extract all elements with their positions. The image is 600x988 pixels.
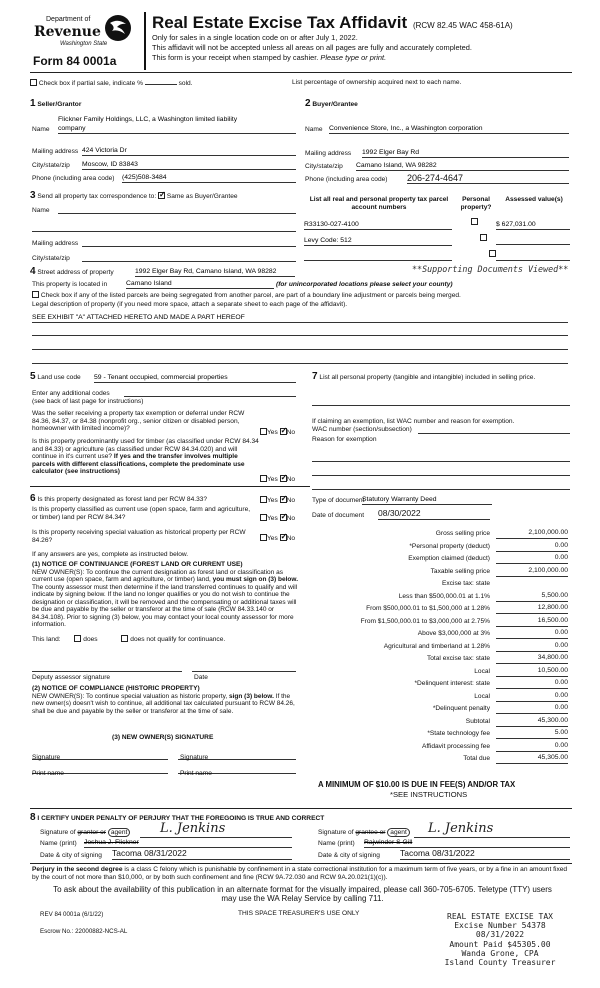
s6-q1-yes-checkbox[interactable] bbox=[260, 496, 267, 503]
does-not-label: does not qualify for continuance. bbox=[130, 636, 226, 643]
additional-codes-label: Enter any additional codes bbox=[32, 390, 110, 397]
yes-label: Yes bbox=[267, 476, 278, 483]
s6-q2: Is this property classified as current use (open space, farm and agriculture, or timber) land per RCW 84.34? bbox=[32, 506, 251, 521]
print-name-label-1: Print name bbox=[32, 770, 64, 777]
perjury-text: is a class C felony which is punishable by confinement in a state correctional institution for a maximum term of five years, or by a fine in an amount fixed by the court of not more than $10,000, or by both such confinement and fine (RCW 9A.72.030 and RCW 9A.20.021(1)(c)). bbox=[32, 866, 568, 881]
parcel-col-header: List all real and personal property tax parcel account numbers bbox=[309, 196, 449, 211]
rule bbox=[30, 863, 572, 864]
dept-of-text: Department of bbox=[46, 16, 91, 23]
header-sub3b: Please type or print. bbox=[320, 53, 387, 62]
yes-label: Yes bbox=[267, 535, 278, 542]
tax-corr-name-field2[interactable] bbox=[32, 224, 296, 232]
legal-desc-label: Legal description of property (if you need more space, attach a separate sheet to each page of the affidavit). bbox=[32, 301, 348, 308]
tax-row-label: *Personal property (deduct) bbox=[409, 542, 490, 550]
section7-row bbox=[312, 371, 570, 383]
s5-q1-no-checkbox[interactable] bbox=[280, 428, 287, 435]
print-name-label-2: Print name bbox=[180, 770, 212, 777]
this-land-label: This land: bbox=[32, 636, 61, 643]
title-text: Real Estate Excise Tax Affidavit bbox=[152, 13, 408, 32]
reason-field-2[interactable] bbox=[312, 468, 570, 476]
section4-row bbox=[30, 266, 114, 278]
tax-row-value[interactable]: 10,500.00 bbox=[496, 667, 568, 677]
tax-row-label: Excise tax: state bbox=[441, 580, 490, 587]
grantee-signature[interactable]: L. Jenkins bbox=[414, 822, 570, 838]
rev-number: REV 84 0001a (6/1/22) bbox=[40, 911, 104, 918]
partial-sale-row bbox=[30, 78, 193, 88]
buyer-city-label: City/state/zip bbox=[305, 163, 343, 170]
seller-phone-field[interactable]: (425)508-3484 bbox=[122, 174, 296, 183]
sig-label-a: Signature of bbox=[40, 829, 78, 836]
tax-row-value[interactable]: 45,305.00 bbox=[496, 754, 568, 764]
s5-q2-answer bbox=[260, 475, 295, 484]
buyer-name-field[interactable]: Convenience Store, Inc., a Washington corporation bbox=[329, 125, 569, 134]
notice2-a: NEW OWNER(S): To continue special valuation as historic property, bbox=[32, 693, 229, 700]
tax-corr-name-label: Name bbox=[32, 207, 50, 214]
tax-row-value[interactable]: 0.00 bbox=[496, 679, 568, 689]
segregation-row bbox=[32, 291, 461, 300]
signature-label-2: Signature bbox=[180, 754, 209, 761]
segregation-checkbox[interactable] bbox=[32, 291, 39, 298]
tax-row bbox=[310, 591, 572, 603]
tax-row bbox=[310, 666, 572, 678]
notice2-title: (2) NOTICE OF COMPLIANCE (HISTORIC PROPERTY) bbox=[32, 685, 200, 692]
perjury-notice bbox=[32, 866, 572, 881]
located-in-label: This property is located in bbox=[32, 281, 108, 288]
tax-row-value[interactable]: 34,800.00 bbox=[496, 654, 568, 664]
s6-q2-no-checkbox[interactable] bbox=[280, 514, 287, 521]
yes-label: Yes bbox=[267, 515, 278, 522]
tax-row bbox=[310, 616, 572, 628]
s5-q2a: Is this property predominantly used for timber (as classified under RCW 84.34 and 84.33) or agriculture (as classified under RCW 84.34.020) and will continue in it's current use? bbox=[32, 438, 259, 461]
grantee-name-field[interactable] bbox=[364, 839, 570, 848]
supporting-docs-stamp: **Supporting Documents Viewed** bbox=[412, 264, 569, 274]
land-use-label: Land use code bbox=[37, 374, 81, 381]
revenue-text: Revenue bbox=[34, 24, 101, 40]
header-divider bbox=[144, 12, 146, 70]
grantee-date-field[interactable]: Tacoma 08/31/2022 bbox=[400, 849, 570, 860]
notice2-c: If the new owner(s) doesn't wish to continue, all additional tax calculated pursuant to RCW 84.26, shall be due and payable by the seller or transferor at the time of sale. bbox=[32, 693, 295, 715]
same-as-buyer-checkbox[interactable] bbox=[158, 192, 165, 199]
tax-row-label: *State technology fee bbox=[427, 730, 490, 737]
tax-row-value[interactable]: 0.00 bbox=[496, 704, 568, 714]
rule bbox=[30, 486, 310, 487]
legal-desc-line2[interactable] bbox=[32, 328, 568, 336]
located-in-field[interactable]: Camano Island bbox=[126, 280, 274, 289]
tax-row-value[interactable]: 0.00 bbox=[496, 554, 568, 564]
sig-label-b: Signature of bbox=[318, 829, 356, 836]
wac-number-field[interactable] bbox=[418, 426, 570, 434]
buyer-name-label: Name bbox=[305, 126, 323, 133]
section1-title: Seller/Grantor bbox=[37, 101, 82, 108]
tax-row bbox=[310, 653, 572, 665]
tax-row-label: Above $3,000,000 at 3% bbox=[417, 630, 490, 637]
tax-row-label: From $1,500,000.01 to $3,000,000 at 2.75% bbox=[360, 617, 490, 625]
s5-q2-yes-checkbox[interactable] bbox=[260, 475, 267, 482]
tax-corr-city-label: City/state/zip bbox=[32, 255, 70, 262]
notice1-title: (1) NOTICE OF CONTINUANCE (FOREST LAND OR CURRENT USE) bbox=[32, 561, 243, 568]
deputy-signature-field[interactable] bbox=[32, 664, 182, 672]
this-land-row bbox=[32, 635, 225, 644]
form-title bbox=[152, 13, 513, 33]
s6-q3-yes-checkbox[interactable] bbox=[260, 534, 267, 541]
s6-q3-no-checkbox[interactable] bbox=[280, 534, 287, 541]
additional-codes-field[interactable] bbox=[124, 389, 296, 397]
tax-row-label: Local bbox=[474, 667, 490, 675]
deputy-signature-label: Deputy assessor signature bbox=[32, 674, 111, 681]
personal-property-checkbox-1[interactable] bbox=[471, 218, 478, 225]
tax-row-label: From $500,000.01 to $1,500,000 at 1.28% bbox=[366, 605, 490, 612]
exemption-label1: If claiming an exemption, list WAC number and reason for exemption. bbox=[312, 418, 515, 425]
grantee-strike: grantee or bbox=[355, 829, 386, 836]
tax-row-value[interactable]: 0.00 bbox=[496, 742, 568, 752]
tax-row-value[interactable]: 0.00 bbox=[496, 692, 568, 702]
deputy-date-field[interactable] bbox=[192, 664, 296, 672]
s5-q1: Was the seller receiving a property tax exemption or deferral under RCW 84.36, 84.37, or 84.38 (nonprofit org., senior citizen or disabled person, homeowner with limited income)? bbox=[32, 410, 245, 433]
section1-header bbox=[30, 98, 81, 110]
s5-q2-no-checkbox[interactable] bbox=[280, 475, 287, 482]
grantee-sig-label bbox=[318, 829, 410, 837]
buyer-city-field[interactable]: Camano Island, WA 98282 bbox=[356, 162, 569, 171]
header-sub3a: This form is your receipt when stamped by cashier. bbox=[152, 53, 321, 62]
section3-number: 3 bbox=[30, 190, 36, 201]
s5-q1-yes-checkbox[interactable] bbox=[260, 428, 267, 435]
tax-row-label: Total excise tax: state bbox=[426, 655, 490, 662]
section8-title: I CERTIFY UNDER PENALTY OF PERJURY THAT THE FOREGOING IS TRUE AND CORRECT bbox=[37, 815, 325, 822]
washington-state-text: Washington State bbox=[60, 41, 108, 47]
tax-row-label: Affidavit processing fee bbox=[421, 742, 490, 750]
grantee-name-strike: Rajwinder S Gill bbox=[364, 839, 413, 846]
personal-property-checkbox-2[interactable] bbox=[480, 234, 487, 241]
seller-city-label: City/state/zip bbox=[32, 162, 70, 169]
grantor-date-label: Date & city of signing bbox=[40, 852, 102, 859]
legal-desc-line4[interactable] bbox=[32, 356, 568, 364]
treasurer-stamp bbox=[430, 912, 570, 967]
does-checkbox[interactable] bbox=[74, 635, 81, 642]
section5-number: 5 bbox=[30, 371, 36, 382]
tax-row-label: *Delinquent penalty bbox=[432, 705, 490, 712]
tax-row-label: Total due bbox=[463, 755, 490, 762]
accessibility-note: To ask about the availability of this publication in an alternate format for the visually impaired, please call 360-705-6705. Teletype (TTY) users may use the WA Relay Service by calling 711. bbox=[53, 885, 552, 904]
buyer-addr-label: Mailing address bbox=[305, 150, 352, 157]
personal-property-checkbox-3[interactable] bbox=[489, 250, 496, 257]
notice1-b: you must sign on (3) below. bbox=[212, 576, 299, 584]
s6-q1: Is this property designated as forest land per RCW 84.33? bbox=[37, 496, 208, 503]
tax-row bbox=[310, 528, 572, 540]
tax-row-label: Local bbox=[474, 692, 490, 700]
section1-number: 1 bbox=[30, 98, 36, 109]
seller-name-label: Name bbox=[32, 126, 50, 133]
minimum-due: A MINIMUM OF $10.00 IS DUE IN FEE(S) AND/OR TAX bbox=[318, 780, 516, 789]
deputy-date-label: Date bbox=[194, 674, 208, 681]
buyer-phone-field[interactable]: 206-274-4647 bbox=[407, 173, 569, 184]
stamp-line-3: 08/31/2022 bbox=[475, 930, 525, 940]
doc-type-field[interactable]: Statutory Warranty Deed bbox=[362, 496, 492, 505]
s5-q2 bbox=[32, 438, 260, 476]
personal-col-header: Personal property? bbox=[460, 196, 492, 211]
no-label: No bbox=[286, 497, 296, 504]
tax-row-value[interactable]: 0.00 bbox=[496, 642, 568, 652]
s6-q2-yes-checkbox[interactable] bbox=[260, 514, 267, 521]
section7-title: List all personal property (tangible and intangible) included in selling price. bbox=[319, 374, 536, 381]
tax-row-value[interactable]: 45,300.00 bbox=[496, 717, 568, 727]
header-sub2: This affidavit will not be accepted unless all areas on all pages are fully and accurately completed. bbox=[152, 43, 472, 52]
no-label: No bbox=[286, 535, 296, 542]
assessed-col-header: Assessed value(s) bbox=[505, 196, 563, 203]
grantor-name-strike: Joshua J. Flickner bbox=[84, 839, 139, 846]
no-label: No bbox=[286, 476, 296, 483]
seller-name-field[interactable]: company bbox=[58, 125, 296, 134]
s5-q2b: If yes and the transfer involves multiple parcels with different classifications, complete the predominate use calculator (see instructions) bbox=[32, 453, 245, 476]
located-in-note: (for unincorporated locations please select your county) bbox=[276, 281, 453, 288]
land-use-field[interactable]: 59 - Tenant occupied, commercial properties bbox=[94, 374, 296, 383]
tax-row-value[interactable]: 2,100,000.00 bbox=[496, 567, 568, 577]
tax-row-value[interactable] bbox=[496, 579, 568, 589]
see-instructions: *SEE INSTRUCTIONS bbox=[390, 790, 468, 799]
list-percentage-note: List percentage of ownership acquired next to each name. bbox=[292, 79, 462, 86]
grantor-strike: grantor or bbox=[77, 829, 106, 836]
partial-pct-field[interactable] bbox=[145, 78, 177, 85]
s6-q2-answer bbox=[260, 514, 295, 523]
reason-field-1[interactable] bbox=[312, 454, 570, 462]
partial-sold-label: sold. bbox=[178, 80, 193, 87]
tax-row bbox=[310, 603, 572, 615]
form-number: Form 84 0001a bbox=[33, 54, 117, 68]
exemption-label3: Reason for exemption bbox=[312, 436, 377, 443]
section5-row bbox=[30, 371, 81, 383]
tax-corr-name-field[interactable] bbox=[58, 206, 296, 214]
s6-note: If any answers are yes, complete as instructed below. bbox=[32, 551, 189, 558]
tax-row bbox=[310, 566, 572, 578]
doc-date-label: Date of document bbox=[312, 512, 365, 519]
seller-addr-label: Mailing address bbox=[32, 148, 79, 155]
tax-row-label: Subtotal bbox=[465, 717, 490, 725]
reason-field-3[interactable] bbox=[312, 482, 570, 490]
tax-row bbox=[310, 678, 572, 690]
grantee-date-label: Date & city of signing bbox=[318, 852, 380, 859]
tax-row bbox=[310, 578, 572, 590]
tax-row-label: Gross selling price bbox=[435, 530, 490, 537]
segregation-label: Check box if any of the listed parcels are being segregated from another parcel, are part of a boundary line adjustment or parcels being merged. bbox=[40, 292, 461, 299]
levy-code-field[interactable]: Levy Code: 512 bbox=[304, 237, 452, 246]
notice1-a: NEW OWNER(S): To continue the current designation as forest land or classification as current use (open space, farm and agriculture, or timber) land, bbox=[32, 569, 283, 584]
tax-row bbox=[310, 641, 572, 653]
seller-phone-label: Phone (including area code) bbox=[32, 175, 115, 182]
same-as-buyer-label: Same as Buyer/Grantee bbox=[166, 193, 238, 200]
personal-property-field[interactable] bbox=[312, 398, 570, 406]
section2-number: 2 bbox=[305, 98, 311, 109]
yes-label: Yes bbox=[267, 429, 278, 436]
tax-row-value[interactable]: 16,500.00 bbox=[496, 617, 568, 627]
section6-number: 6 bbox=[30, 493, 36, 504]
dor-logo bbox=[32, 14, 136, 54]
tax-corr-addr-field[interactable] bbox=[82, 239, 296, 247]
rcw-text: (RCW 82.45 WAC 458-61A) bbox=[412, 21, 513, 30]
tax-row bbox=[310, 541, 572, 553]
grantor-agent: agent bbox=[108, 828, 131, 837]
does-not-checkbox[interactable] bbox=[121, 635, 128, 642]
tax-row-label: *Delinquent interest: state bbox=[414, 680, 490, 687]
grantee-name-label: Name (print) bbox=[318, 840, 355, 847]
section2-header bbox=[305, 98, 358, 110]
parcel-number-field-3[interactable] bbox=[304, 253, 452, 261]
tax-corr-addr-label: Mailing address bbox=[32, 240, 79, 247]
tax-row bbox=[310, 741, 572, 753]
header-sub1: Only for sales in a single location code on or after July 1, 2022. bbox=[152, 33, 358, 42]
s6-q1-row bbox=[30, 493, 260, 505]
parcel-number-field[interactable]: R33130-027-4100 bbox=[304, 221, 452, 230]
stamp-line-4: Amount Paid $45305.00 bbox=[449, 939, 551, 949]
tax-row-value[interactable]: 0.00 bbox=[496, 542, 568, 552]
tax-row bbox=[310, 753, 572, 765]
tax-row bbox=[310, 628, 572, 640]
stamp-line-5: Wanda Grone, CPA bbox=[461, 948, 539, 958]
signature-label-1: Signature bbox=[32, 754, 61, 761]
stamp-line-2: Excise Number 54378 bbox=[454, 921, 546, 931]
tax-row bbox=[310, 691, 572, 703]
yes-label: Yes bbox=[267, 497, 278, 504]
s5-q1-answer bbox=[260, 428, 295, 437]
treasurer-use-only: THIS SPACE TREASURER'S USE ONLY bbox=[238, 910, 360, 917]
see-back-note: (see back of last page for instructions) bbox=[32, 398, 144, 405]
grantor-name-label: Name (print) bbox=[40, 840, 77, 847]
partial-sale-checkbox[interactable] bbox=[30, 79, 37, 86]
tax-row-value[interactable]: 5,500.00 bbox=[496, 592, 568, 602]
tax-corr-city-field[interactable] bbox=[82, 254, 296, 262]
buyer-phone-label: Phone (including area code) bbox=[305, 176, 388, 183]
s6-q3: Is this property receiving special valuation as historical property per RCW 84.26? bbox=[32, 529, 246, 544]
rule bbox=[30, 72, 572, 73]
tax-row-value[interactable]: 2,100,000.00 bbox=[496, 529, 568, 539]
tax-row-value[interactable]: 5.00 bbox=[496, 729, 568, 739]
seller-addr-field[interactable]: 424 Victoria Dr bbox=[82, 147, 296, 156]
notice2-b: sign (3) below. bbox=[229, 693, 274, 700]
tax-row-label: Less than $500,000.01 at 1.1% bbox=[398, 592, 490, 600]
tax-row bbox=[310, 728, 572, 740]
assessed-value-field-2[interactable] bbox=[496, 237, 570, 245]
escrow-number: Escrow No.: 22000882-NCS-AL bbox=[40, 928, 128, 935]
no-label: No bbox=[286, 515, 296, 522]
tax-row bbox=[310, 553, 572, 565]
rule bbox=[30, 808, 572, 809]
grantor-sig-label bbox=[40, 829, 130, 837]
section3-title: Send all property tax correspondence to: bbox=[37, 193, 157, 200]
does-label: does bbox=[83, 636, 98, 643]
no-label: No bbox=[286, 429, 296, 436]
section3-header bbox=[30, 190, 238, 202]
section7-number: 7 bbox=[312, 371, 318, 382]
assessed-value-field[interactable]: $ 627,031.00 bbox=[496, 221, 570, 230]
tax-row-label: Taxable selling price bbox=[430, 567, 490, 575]
notice2-body bbox=[32, 693, 300, 715]
tax-row-label: Exemption claimed (deduct) bbox=[408, 555, 490, 562]
header-sub3 bbox=[152, 54, 386, 63]
partial-sale-label: Check box if partial sale, indicate % bbox=[38, 80, 143, 87]
grantor-date-field[interactable]: Tacoma 08/31/2022 bbox=[112, 849, 292, 860]
seller-city-field[interactable]: Moscow, ID 83843 bbox=[82, 161, 296, 170]
notice1-c: The county assessor must then determine if the land transferred continues to qualify and will indicate by signing below. If the land no longer qualifies or you do not wish to continue the designation or classification, it will be removed and the compensating or additional taxes will be due and payable by the seller or transferor at the time of sale (RCW 84.33.140 or 84.34.108). Prior to signing (3) below, you may contact your local county assessor for more information. bbox=[32, 583, 298, 629]
assessed-value-field-3[interactable] bbox=[496, 253, 570, 261]
wa-logo-icon bbox=[104, 14, 132, 42]
tax-row-value[interactable]: 12,800.00 bbox=[496, 604, 568, 614]
doc-type-label: Type of document bbox=[312, 497, 365, 504]
tax-row-value[interactable]: 0.00 bbox=[496, 629, 568, 639]
street-address-label: Street address of property bbox=[37, 269, 114, 276]
legal-desc-field[interactable]: SEE EXHIBIT "A" ATTACHED HERETO AND MADE A PART HEREOF bbox=[32, 314, 568, 323]
exemption-label2: WAC number (section/subsection) bbox=[312, 426, 412, 433]
legal-desc-line3[interactable] bbox=[32, 342, 568, 350]
section8-number: 8 bbox=[30, 812, 36, 823]
grantor-signature[interactable]: L. Jenkins bbox=[140, 822, 292, 838]
buyer-addr-field[interactable]: 1992 Elger Bay Rd bbox=[362, 149, 569, 158]
s6-q1-no-checkbox[interactable] bbox=[280, 496, 287, 503]
notice1-body bbox=[32, 569, 300, 629]
s6-q3-answer bbox=[260, 534, 295, 543]
tax-row bbox=[310, 703, 572, 715]
doc-date-field[interactable]: 08/30/2022 bbox=[378, 509, 490, 520]
section4-number: 4 bbox=[30, 266, 36, 277]
perjury-bold: Perjury in the second degree bbox=[32, 866, 123, 873]
stamp-line-6: Island County Treasurer bbox=[444, 957, 556, 967]
tax-row-label: Agricultural and timberland at 1.28% bbox=[383, 642, 490, 650]
tax-row bbox=[310, 716, 572, 728]
property-address-field[interactable]: 1992 Elger Bay Rd, Camano Island, WA 98282 bbox=[135, 268, 295, 277]
s6-q1-answer bbox=[260, 496, 295, 505]
grantee-agent: agent bbox=[387, 828, 410, 837]
seller-name-line1: Flickner Family Holdings, LLC, a Washington limited liability bbox=[58, 116, 238, 123]
grantor-name-field[interactable] bbox=[84, 839, 292, 848]
notice3-title: (3) NEW OWNER(S) SIGNATURE bbox=[112, 734, 214, 741]
stamp-line-1: REAL ESTATE EXCISE TAX bbox=[447, 912, 553, 921]
section2-title: Buyer/Grantee bbox=[312, 101, 358, 108]
